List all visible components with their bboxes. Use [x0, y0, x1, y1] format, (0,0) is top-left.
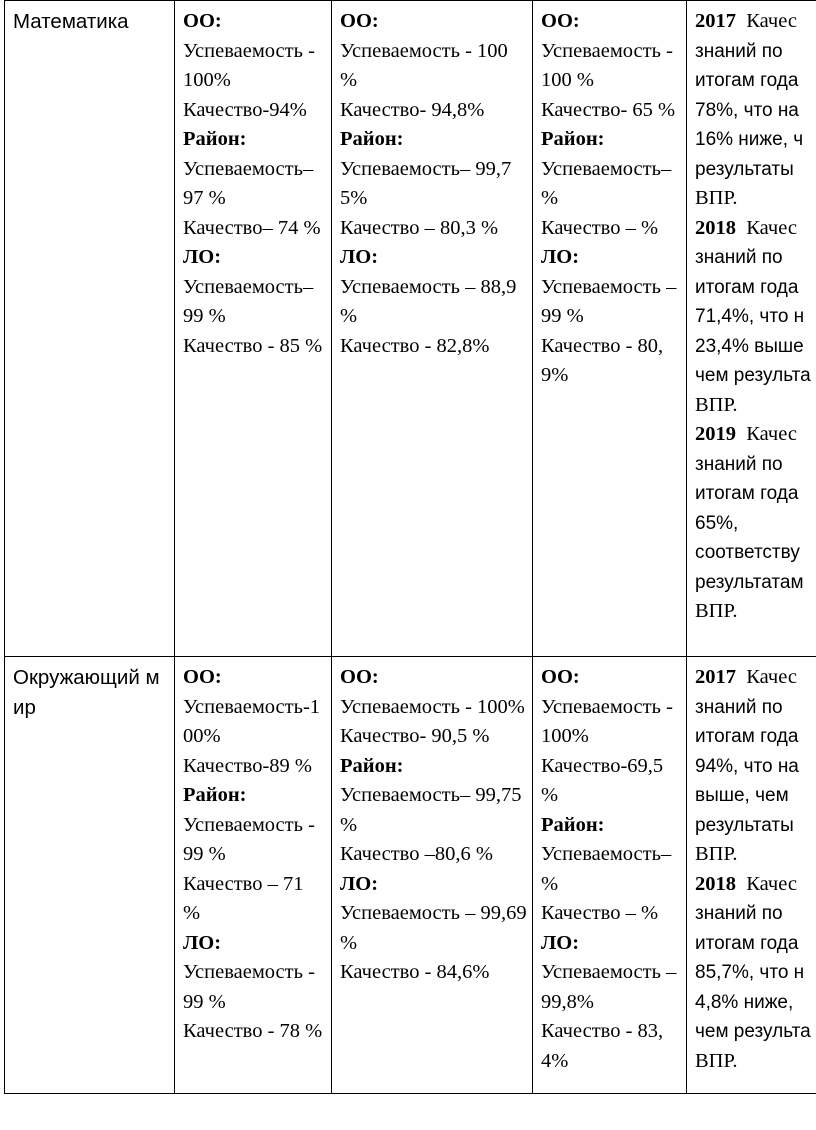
label-lo: ЛО:: [541, 246, 580, 268]
result-text: 4,8% ниже,: [695, 991, 794, 1013]
result-text: знаний по: [695, 247, 783, 268]
result-year-line: [695, 7, 816, 37]
col4-results-cell: [533, 657, 687, 1094]
result-text: 16% ниже, ч: [695, 129, 804, 150]
result-text: 71,4%, что н: [695, 306, 805, 327]
label-district: Район:: [541, 128, 605, 150]
vpr-comparison-cell: [687, 1, 816, 657]
result-text: 23,4% выше: [695, 335, 804, 357]
value-line: Успеваемость - 100%: [340, 695, 525, 718]
value-line: Качество – %: [541, 902, 659, 924]
result-text: ВПР.: [695, 393, 738, 416]
subject-cell: [5, 1, 175, 657]
result-text: 85,7%, что н: [695, 962, 805, 983]
result-year-line: [695, 214, 816, 244]
result-text: 94%, что на: [695, 755, 799, 777]
result-year-line: [695, 663, 816, 693]
subject-label: Окружающий мир: [13, 666, 160, 719]
value-line: Качество– 74 %: [183, 216, 321, 239]
value-line: Успеваемость– 97 %: [183, 157, 314, 209]
value-line: Успеваемость - 99 %: [183, 813, 315, 865]
result-text: Качес: [746, 872, 797, 895]
label-oo: ОО:: [541, 666, 580, 688]
year-label: 2018: [695, 216, 736, 239]
col4-results-cell: [533, 1, 687, 657]
value-line: Качество-89 %: [183, 754, 312, 777]
result-year-line: [695, 870, 816, 900]
value-line: Качество- 90,5 %: [340, 725, 490, 747]
school-results-cell: [175, 1, 332, 657]
value-line: Успеваемость– 99,75%: [340, 157, 512, 209]
result-text: знаний по: [695, 696, 783, 718]
value-line: Успеваемость – 99,69 %: [340, 902, 527, 954]
label-oo: ОО:: [340, 10, 379, 32]
label-oo: ОО:: [541, 10, 580, 32]
year-label: 2017: [695, 10, 736, 32]
table-row: [5, 657, 816, 1094]
value-line: Успеваемость - 99 %: [183, 961, 315, 1013]
value-line: Качество-94%: [183, 98, 307, 121]
label-district: Район:: [340, 128, 404, 150]
result-text: знаний по: [695, 453, 783, 475]
result-text: чем результа: [695, 365, 811, 386]
label-lo: ЛО:: [541, 931, 580, 954]
label-lo: ЛО:: [340, 246, 379, 268]
result-text: Качес: [746, 10, 797, 32]
value-line: Качество - 80,9%: [541, 334, 664, 386]
col3-results-cell: [332, 657, 533, 1094]
table-row: [5, 1, 816, 657]
subject-label: Математика: [13, 10, 129, 33]
result-text: соответству: [695, 542, 800, 563]
result-text: итогам года: [695, 932, 799, 954]
result-text: итогам года: [695, 726, 799, 747]
value-line: Качество - 78 %: [183, 1020, 323, 1042]
label-oo: ОО:: [340, 666, 379, 688]
result-text: выше, чем: [695, 785, 789, 806]
value-line: Успеваемость -100 %: [541, 39, 673, 91]
result-text: ВПР.: [695, 600, 738, 622]
result-text: знаний по: [695, 40, 783, 62]
value-line: Успеваемость-100%: [183, 695, 321, 747]
value-line: Успеваемость -100%: [183, 39, 315, 91]
value-line: Успеваемость – 99,8%: [541, 961, 677, 1013]
value-line: Качество-69,5 %: [541, 754, 664, 806]
value-line: Успеваемость– 99 %: [183, 275, 314, 327]
year-label: 2018: [695, 872, 736, 895]
result-text: чем результа: [695, 1021, 811, 1042]
value-line: Успеваемость -100%: [541, 695, 673, 747]
label-lo: ЛО:: [340, 872, 379, 895]
result-text: Качес: [746, 216, 797, 239]
result-text: 65%,: [695, 512, 739, 534]
result-text: ВПР.: [695, 1049, 738, 1072]
value-line: Успеваемость– 99,75 %: [340, 784, 522, 836]
value-line: Качество – 80,3 %: [340, 216, 499, 239]
value-line: Качество – 71 %: [183, 872, 304, 924]
result-text: 78%, что на: [695, 99, 799, 121]
value-line: Качество - 83,4%: [541, 1020, 664, 1072]
value-line: Успеваемость– %: [541, 843, 672, 895]
value-line: Качество – %: [541, 216, 659, 239]
label-oo: ОО:: [183, 10, 222, 32]
result-text: итогам года: [695, 276, 799, 298]
value-line: Успеваемость – 99 %: [541, 275, 677, 327]
school-results-cell: [175, 657, 332, 1094]
result-text: знаний по: [695, 903, 783, 924]
result-text: результатам: [695, 571, 804, 593]
label-lo: ЛО:: [183, 246, 222, 268]
result-text: Качес: [746, 666, 797, 688]
value-line: Качество - 85 %: [183, 334, 323, 357]
value-line: Качество- 94,8%: [340, 98, 485, 121]
result-text: итогам года: [695, 70, 799, 91]
result-text: итогам года: [695, 483, 799, 504]
label-lo: ЛО:: [183, 931, 222, 954]
value-line: Качество- 65 %: [541, 98, 676, 121]
label-district: Район:: [183, 128, 247, 150]
value-line: Успеваемость – 88,9 %: [340, 275, 517, 327]
result-year-line: [695, 420, 816, 450]
result-text: ВПР.: [695, 187, 738, 209]
value-line: Качество - 84,6%: [340, 961, 490, 983]
subject-cell: [5, 657, 175, 1094]
result-text: Качес: [746, 423, 797, 445]
value-line: Качество - 82,8%: [340, 334, 490, 357]
col3-results-cell: [332, 1, 533, 657]
year-label: 2017: [695, 666, 736, 688]
result-text: результаты: [695, 158, 794, 180]
value-line: Успеваемость– %: [541, 157, 672, 209]
results-table: [4, 0, 816, 1094]
year-label: 2019: [695, 423, 736, 445]
label-oo: ОО:: [183, 666, 222, 688]
label-district: Район:: [340, 754, 404, 777]
label-district: Район:: [183, 784, 247, 806]
result-text: ВПР.: [695, 843, 738, 865]
value-line: Успеваемость - 100 %: [340, 39, 508, 91]
result-text: результаты: [695, 814, 794, 836]
value-line: Качество –80,6 %: [340, 843, 493, 865]
label-district: Район:: [541, 813, 605, 836]
vpr-comparison-cell: [687, 657, 816, 1094]
